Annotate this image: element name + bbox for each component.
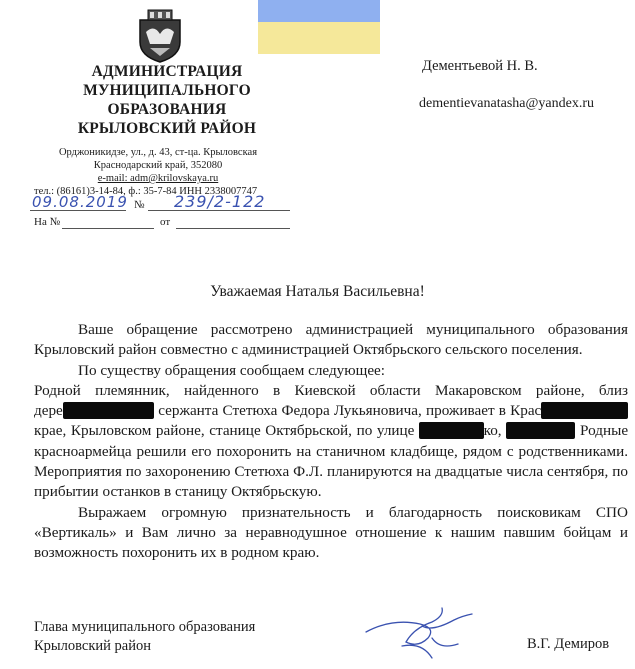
text-segment: Родной племянник, найденного в Киевской области Макаровском районе, близ дере xyxy=(34,381,628,420)
number-sign: № xyxy=(134,199,145,211)
text-segment: сержанта Стетюха Федора Лукьяновича, проживает в Крас xyxy=(158,402,542,420)
role-line: Крыловский район xyxy=(34,638,151,654)
organization-title xyxy=(60,62,274,138)
flag-stripe-yellow xyxy=(258,22,380,54)
signatory-name: В.Г. Демиров xyxy=(527,636,610,652)
role-line: Глава муниципального образования xyxy=(34,619,256,635)
signatory-role xyxy=(34,618,255,656)
reference-from-label: от xyxy=(160,216,171,228)
recipient-email: dementievanatasha@yandex.ru xyxy=(419,96,594,111)
address-email: e-mail: adm@krilovskaya.ru xyxy=(97,173,219,184)
greeting: Уважаемая Наталья Васильевна! xyxy=(210,283,425,300)
handwritten-number: 239/2-122 xyxy=(174,192,266,211)
text-segment: крае, Крыловском районе, станице Октябрьской, по улице xyxy=(34,422,415,440)
reference-label: На № xyxy=(34,216,61,228)
paragraph: Выражаем огромную признательность и благодарность поисковикам СПО «Вертикаль» и Вам лично за неравнодушное отношение к нашим павшим бойцам и возможность похоронить их в родном краю. xyxy=(34,503,628,562)
flag-stripe-blue xyxy=(258,0,380,22)
paragraph xyxy=(34,381,628,503)
paragraph-intro: По существу обращения сообщаем следующее: xyxy=(78,361,386,379)
title-line: ОБРАЗОВАНИЯ xyxy=(107,101,227,118)
redaction-block xyxy=(419,422,484,439)
title-line: МУНИЦИПАЛЬНОГО xyxy=(83,82,251,99)
redaction-block xyxy=(506,422,575,439)
text-segment: Родные красноармейца решили его похоронить на станичном кладбище, рядом с родственниками. Мероприятия по захоронению Стетюха Ф.Л. планируются на двадцатые числа сентября, по прибытии останков в станицу Октябрьскую. xyxy=(34,422,629,501)
letter-body xyxy=(34,320,628,564)
redaction-block xyxy=(63,402,154,419)
organization-address xyxy=(28,146,288,198)
address-line: Краснодарский край, 352080 xyxy=(93,160,223,171)
paragraph: Ваше обращение рассмотрено администрацией муниципального образования Крыловский район совместно с администрацией Октябрьского сельского поселения. xyxy=(34,321,628,359)
title-line: КРЫЛОВСКИЙ РАЙОН xyxy=(77,120,257,137)
address-line: Орджоникидзе, ул., д. 43, ст-ца. Крыловская xyxy=(58,147,258,158)
reference-date-underline xyxy=(176,228,290,229)
title-line: АДМИНИСТРАЦИЯ xyxy=(91,63,243,80)
reference-number-underline xyxy=(62,228,154,229)
coat-of-arms-icon xyxy=(134,8,186,64)
handwritten-signature-icon xyxy=(362,598,482,668)
recipient-name: Дементьевой Н. В. xyxy=(422,58,538,74)
text-segment: ко, xyxy=(483,422,502,440)
redaction-block xyxy=(541,402,628,419)
address-phone: тел.: (86161)3-14-84, ф.: 35-7-84 ИНН 2338007747 xyxy=(34,186,258,197)
handwritten-date: 09.08.2019 xyxy=(32,193,128,211)
